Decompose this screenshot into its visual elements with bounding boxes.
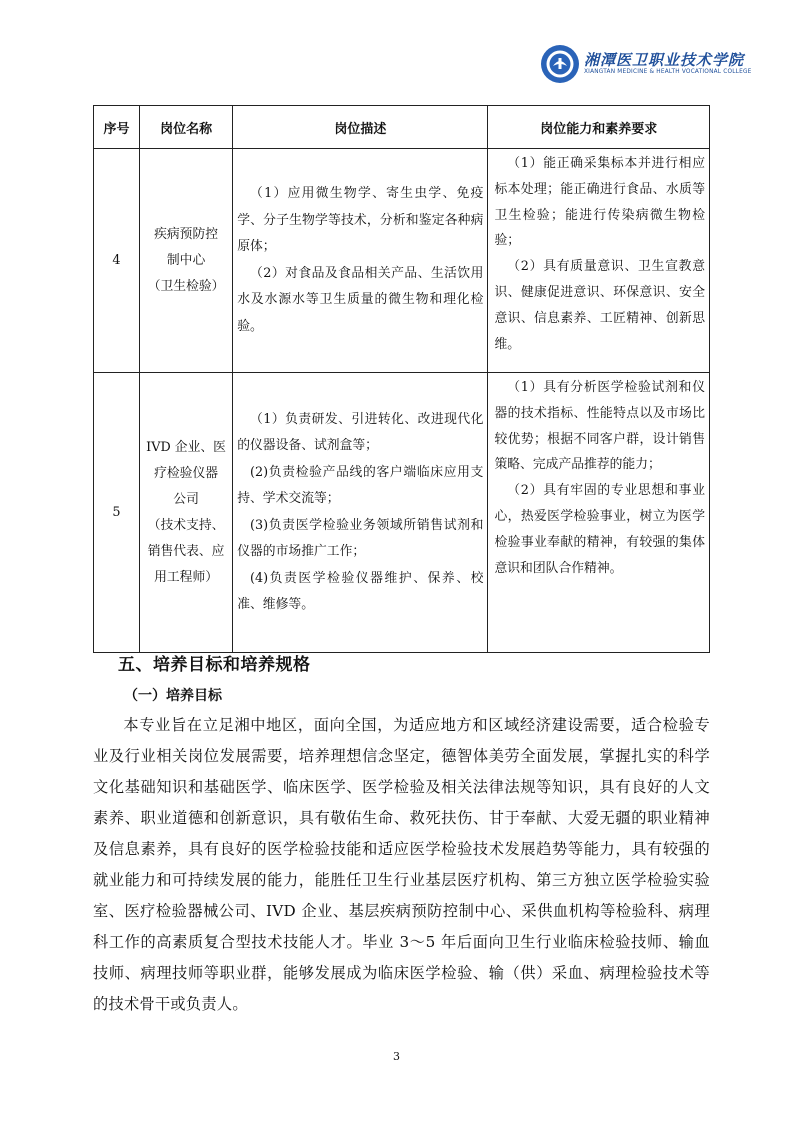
table-header-row (94, 106, 710, 149)
requirement-item: （1）具有分析医学检验试剂和仪器的技术指标、性能特点以及市场比较优势；根据不同客户群，设计销售策略、完成产品推荐的能力； (494, 380, 705, 473)
row-position-description (233, 373, 488, 653)
row-position-name (139, 373, 232, 653)
description-item: (2)负责检验产品线的客户端临床应用支持、学术交流等； (237, 464, 484, 506)
position-name-line: 用工程师） (154, 569, 219, 585)
header-ability-requirements: 岗位能力和素养要求 (488, 106, 710, 149)
description-item: （2）对食品及食品相关产品、生活饮用水及水源水等卫生质量的微生物和理化检验。 (237, 265, 484, 334)
requirement-item: （2）具有质量意识、卫生宣教意识、健康促进意识、环保意识、安全意识、信息素养、工匠精神、创新思维。 (494, 259, 705, 352)
row-position-name (139, 149, 232, 373)
position-name-line: 制中心 (166, 252, 206, 268)
position-name-line: 销售代表、应 (147, 543, 225, 559)
section-subheading: （一）培养目标 (124, 688, 222, 704)
row-no: 5 (94, 373, 140, 653)
section-heading: 五、培养目标和培养规格 (118, 655, 311, 675)
row-position-description (233, 149, 488, 373)
position-name-line: 疗检验仪器 (154, 465, 219, 481)
logo-chinese-name: 湘潭医卫职业技术学院 (584, 51, 745, 69)
position-name-line: IVD 企业、医 (146, 439, 226, 455)
position-name-line: 公司 (173, 491, 199, 507)
header-position-name: 岗位名称 (139, 106, 232, 149)
logo-english-name: XIANGTAN MEDICINE & HEALTH VOCATIONAL COLLEGE (584, 69, 752, 75)
table-row (94, 373, 710, 653)
page-number: 3 (393, 1050, 400, 1063)
table-row (94, 149, 710, 373)
description-item: (4)负责医学检验仪器维护、保养、校准、维修等。 (237, 570, 484, 612)
job-positions-table (93, 105, 710, 653)
row-ability-requirements (488, 373, 710, 653)
description-item: （1）负责研发、引进转化、改进现代化的仪器设备、试剂盒等； (237, 411, 484, 453)
header-position-description: 岗位描述 (233, 106, 488, 149)
requirement-item: （2）具有牢固的专业思想和事业心，热爱医学检验事业，树立为医学检验事业奉献的精神，有较强的集体意识和团队合作精神。 (494, 483, 705, 576)
position-name-line: 疾病预防控 (154, 226, 219, 242)
body-paragraph: 本专业旨在立足湘中地区，面向全国，为适应地方和区域经济建设需要，适合检验专业及行业相关岗位发展需要，培养理想信念坚定，德智体美劳全面发展，掌握扎实的科学文化基础知识和基础医学、临床医学、医学检验及相关法律法规等知识，具有良好的人文素养、职业道德和创新意识，具有敬佑生命、救死扶伤、甘于奉献、大爱无疆的职业精神及信息素养，具有良好的医学检验技能和适应医学检验技术发展趋势等能力，具有较强的就业能力和可持续发展的能力，能胜任卫生行业基层医疗机构、第三方独立医学检验实验室、医疗检验器械公司、IVD 企业、基层疾病预防控制中心、采供血机构等检验科、病理科工作的高素质复合型技术技能人才。毕业 3～5 年后面向卫生行业临床检验技师、输血技师、病理技师等职业群，能够发展成为临床医学检验、输（供）采血、病理检验技术等的技术骨干或负责人。 (93, 716, 710, 1013)
description-item: (3)负责医学检验业务领域所销售试剂和仪器的市场推广工作； (237, 517, 484, 559)
requirement-item: （1）能正确采集标本并进行相应标本处理；能正确进行食品、水质等卫生检验；能进行传染病微生物检验； (494, 156, 705, 249)
position-name-line: （卫生检验） (147, 278, 225, 294)
college-seal-icon (540, 44, 580, 84)
college-logo (540, 44, 750, 86)
header-no: 序号 (94, 106, 140, 149)
description-item: （1）应用微生物学、寄生虫学、免疫学、分子生物学等技术，分析和鉴定各种病原体； (237, 186, 484, 254)
row-ability-requirements (488, 149, 710, 373)
position-name-line: （技术支持、 (147, 517, 225, 533)
row-no: 4 (94, 149, 140, 373)
